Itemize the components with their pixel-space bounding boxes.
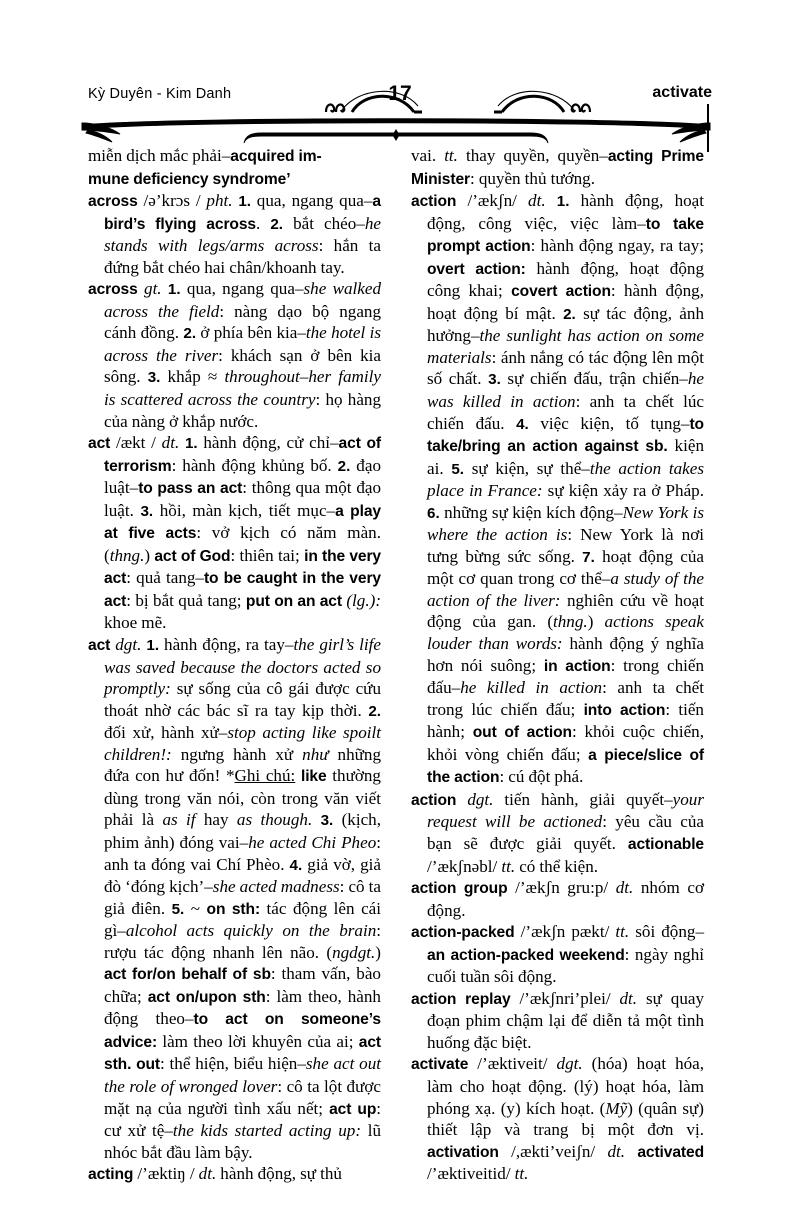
page-number: 17	[388, 82, 412, 105]
dictionary-entry: act dgt. 1. hành động, ra tay–the girl’s life was saved because the doctors acted so promptly: sự sống của cô gái được cứu thoát nhờ các bác sĩ ra tay kịp thời. 2. đối xử, hành xử–stop acting like spoilt children!: ngưng hành xử như những đứa con hư đốn! *Ghi chú: like thường dùng trong văn nói, còn trong văn viết phải là as if hay as though. 3. (kịch, phim ảnh) đóng vai–he acted Chi Pheo: anh ta đóng vai Chí Phèo. 4. giả vờ, giả đò ‘đóng kịch’–she acted madness: cô ta giả điên. 5. ~ on sth: tác động lên cái gì–alcohol acts quickly on the brain: rượu tác động nhanh lên não. (ngdgt.) act for/on behalf of sb: tham vấn, bào chữa; act on/upon sth: làm theo, hành động theo–to act on someone’s advice: làm theo lời khuyên của ai; act sth. out: thể hiện, biểu hiện–she act out the role of wronged lover: cô ta lột được mặt nạ của người tình xấu nết; act up: cư xử tệ–the kids started acting up: lũ nhóc bắt đầu làm bậy.	[88, 635, 382, 1162]
dictionary-entry: action replay /’ækʃnri’plei/ dt. sự quay đoạn phim chậm lại để diễn tả một tình huống đặc biệt.	[411, 988, 705, 1052]
dictionary-entry: activate /’æktiveit/ dgt. (hóa) hoạt hóa, làm cho hoạt động. (lý) hoạt hóa, làm phóng xạ. (y) kích hoạt. (Mỹ) (quân sự) thiết lập và trang bị một đơn vị. activation /,ækti’veiʃn/ dt. activated /’æktiveitid/ tt.	[411, 1054, 705, 1184]
dictionary-entry: action group /’ækʃn gru:p/ dt. nhóm cơ động.	[411, 878, 704, 920]
dictionary-entry: across gt. 1. qua, ngang qua–she walked across the field: nàng dạo bộ ngang cánh đồng. 2. ở phía bên kia–the hotel is across the river: khách sạn ở bên kia sông. 3. khắp ≈ throughout–her family is scattered across the country: họ hàng của nàng ở khắp nước.	[88, 279, 382, 431]
right-vertical-rule	[707, 104, 709, 152]
column-left	[88, 145, 381, 1186]
guide-word: activate	[652, 84, 712, 101]
dictionary-entry: acting /’æktiŋ / dt. hành động, sự thủ	[88, 1164, 342, 1184]
dictionary-entry: vai. tt. thay quyền, quyền–acting Prime Minister: quyền thủ tướng.	[411, 146, 704, 188]
header-authors: Kỳ Duyên - Kim Danh	[88, 86, 232, 102]
dictionary-entry: across /ə’krɔs / pht. 1. qua, ngang qua–a bird’s flying across. 2. bắt chéo–he stands with legs/arms across: hắn ta đứng bắt chéo hai chân/khoanh tay.	[88, 191, 381, 277]
dictionary-entry: action /’ækʃn/ dt. 1. hành động, hoạt động, công việc, việc làm–to take prompt action: hành động ngay, ra tay; overt action: hành động, hoạt động công khai; covert action: hành động, hoạt động bí mật. 2. sự tác động, ảnh hưởng–the sunlight has action on some materials: ánh nắng có tác động lên một số chất. 3. sự chiến đấu, trận chiến–he was killed in action: anh ta chết lúc chiến đấu. 4. việc kiện, tố tụng–to take/bring an action against sb. kiện ai. 5. sự kiện, sự thể–the action takes place in France: sự kiện xảy ra ở Pháp. 6. những sự kiện kích động–New York is where the action is: New York là nơi tưng bừng sức sống. 7. hoạt động của một cơ quan trong cơ thể–a study of the action of the liver: nghiên cứu về hoạt động của gan. (thng.) actions speak louder than words: hành động ý nghĩa hơn nói suông; in action: trong chiến đấu–he killed in action: anh ta chết trong lúc chiến đấu; into action: tiến hành; out of action: khỏi cuộc chiến, khỏi vòng chiến đấu; a piece/slice of the action: cú đột phá.	[411, 191, 705, 787]
ornamental-rule	[80, 106, 712, 150]
dictionary-entry: action dgt. tiến hành, giải quyết–your request will be actioned: yêu cầu của bạn sẽ được giải quyết. actionable /’ækʃnəbl/ tt. có thể kiện.	[411, 789, 704, 876]
dictionary-entry: act /ækt / dt. 1. hành động, cử chỉ–act of terrorism: hành động khủng bố. 2. đạo luật–to pass an act: thông qua một đạo luật. 3. hồi, màn kịch, tiết mục–a play at five acts: vở kịch có năm màn. (thng.) act of God: thiên tai; in the very act: quả tang–to be caught in the very act: bị bắt quả tang; put on an act (lg.): khoe mẽ.	[88, 433, 382, 633]
dictionary-entry: miễn dịch mắc phải–acquired im- mune deficiency syndrome’	[88, 146, 322, 188]
dictionary-entry: action-packed /’ækʃn pækt/ tt. sôi động–an action-packed weekend: ngày nghỉ cuối tuần sôi động.	[411, 922, 704, 987]
column-right	[411, 145, 704, 1185]
